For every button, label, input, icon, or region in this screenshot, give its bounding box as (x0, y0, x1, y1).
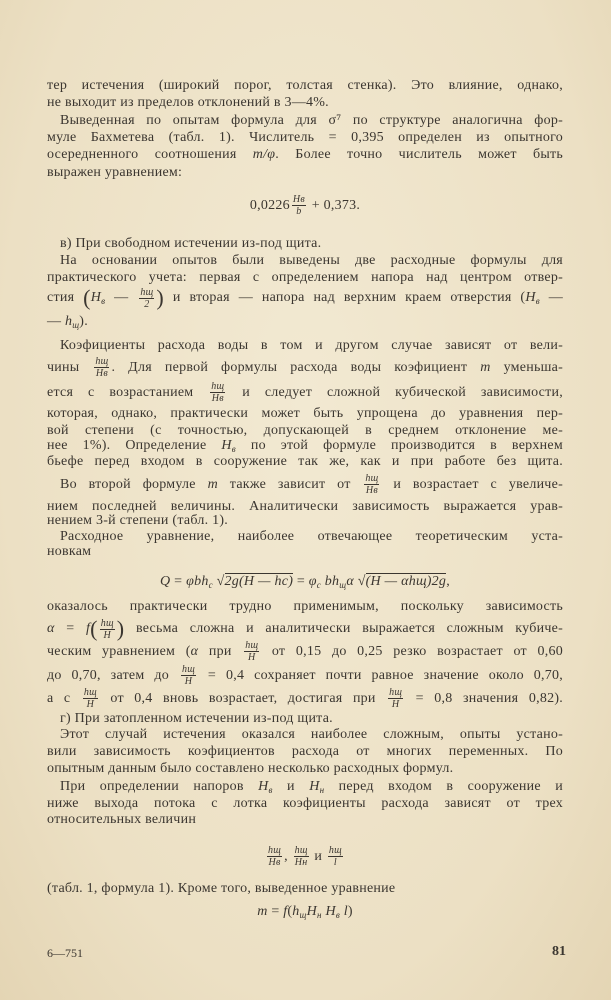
math-symbol: m/φ (252, 147, 276, 162)
math-subscript: щ (299, 910, 307, 920)
math-symbol: m (207, 477, 218, 492)
text-line (47, 164, 563, 182)
text-line (47, 129, 563, 147)
text-line (47, 844, 563, 870)
math-symbol: f (85, 621, 91, 637)
text-run: от 0,4 вновь возрастает, достигая при (99, 691, 387, 706)
text-run: = 0,8 значения 0,82). (405, 691, 563, 706)
math-radicand: 2g(H — hc) (224, 574, 294, 589)
math-subscript: c (316, 580, 322, 590)
text-run: перед входом в сооружение и (324, 779, 563, 794)
text-run: весьма сложна и аналитически выражается сложным кубиче- (124, 621, 563, 637)
text-run: чины (47, 360, 93, 375)
math-fraction (388, 687, 403, 710)
math-fraction (94, 356, 109, 379)
text-run: ниже выхода потока с лотка коэфициенты расхода зависят от трех (47, 796, 563, 811)
fraction-denominator: Hв (211, 393, 224, 405)
text-line (47, 146, 563, 164)
math-symbol: α (346, 574, 354, 589)
fraction-denominator: Hн (294, 857, 308, 869)
text-line (47, 453, 563, 471)
fraction-denominator: Hв (365, 485, 378, 497)
text-run: практического учета: первая с определением напора над центром отвер- (47, 270, 563, 285)
text-run: ). (79, 314, 88, 329)
math-fraction (364, 473, 379, 496)
math-symbol: α (47, 621, 55, 637)
text-run: Во второй формуле (60, 477, 208, 492)
text-line (47, 686, 563, 712)
math-symbol: h (292, 904, 300, 919)
math-symbol: l (343, 904, 348, 919)
text-run: + 0,373. (307, 198, 361, 213)
math-subscript: н (319, 785, 325, 795)
text-line (47, 743, 563, 761)
fraction-numerator: hщ (100, 617, 114, 629)
fraction-numerator: hщ (294, 845, 308, 857)
text-line (60, 726, 563, 744)
text-line (47, 380, 563, 406)
math-symbol: φbh (186, 574, 209, 589)
math-fraction (100, 618, 115, 641)
math-fraction (292, 194, 306, 217)
fraction-denominator: 2 (144, 298, 150, 310)
fraction-numerator: hщ (268, 845, 282, 857)
text-line (47, 811, 563, 829)
fraction-denominator: H (103, 629, 111, 641)
text-run: ется с возрастанием (47, 385, 209, 400)
text-run: — (539, 290, 564, 306)
text-line (47, 355, 563, 381)
math-fraction (210, 381, 225, 404)
text-run: , (446, 574, 450, 589)
text-run: Коэфициенты расхода воды в том и другом случае зависят от вели- (60, 338, 563, 353)
math-symbol: φ (308, 574, 317, 589)
fraction-numerator: hщ (245, 640, 259, 652)
math-paren: ( (83, 285, 91, 310)
text-line (47, 569, 563, 595)
printer-signature: 6—751 (47, 946, 83, 960)
fraction-denominator: b (296, 206, 302, 218)
text-run: тер истечения (широкий порог, толстая стенка). Это влияние, однако, (47, 78, 563, 93)
text-run: и возрастает с увеличе- (381, 477, 563, 492)
text-run: √ (212, 574, 225, 589)
math-symbol: m (257, 904, 268, 919)
text-run: по этой формуле производится в верхнем (235, 438, 563, 453)
text-run: и (310, 849, 326, 864)
fraction-numerator: Hв (292, 194, 305, 206)
math-subscript: щ (72, 320, 80, 330)
fraction-denominator: H (184, 676, 193, 688)
text-run: г) При затопленном истечении из-под щита. (60, 711, 333, 726)
math-symbol: Q (160, 574, 171, 589)
text-run: и следует сложной кубической зависимости, (227, 385, 563, 400)
fraction-numerator: hщ (95, 356, 109, 368)
text-run: 0,0226 (249, 198, 290, 213)
fraction-denominator: Hв (95, 368, 108, 380)
math-symbol: H (90, 290, 102, 306)
text-run: нее 1%). Определение (47, 438, 222, 453)
text-run: осередненного соотношения (47, 147, 253, 162)
math-symbol: f (283, 904, 288, 919)
math-subscript: c (208, 580, 213, 590)
text-run: — (105, 290, 138, 306)
text-run: = (293, 574, 309, 589)
text-run: которая, однако, практически может быть упрощена до уравнения пер- (47, 406, 563, 421)
math-subscript: в (268, 785, 273, 795)
text-run: , (284, 849, 292, 864)
text-run: до 0,70, затем до (47, 668, 179, 683)
text-line (60, 472, 563, 498)
text-run: ) (347, 904, 353, 919)
math-subscript: в (335, 910, 340, 920)
text-run: На основании опытов были выведены две расходные формулы для (60, 253, 563, 268)
text-run: . Для первой формулы расхода воды коэфициент (111, 360, 481, 375)
text-run: при (198, 644, 243, 659)
text-run: выражен уравнением: (47, 165, 183, 180)
math-paren: ) (116, 616, 125, 641)
math-fraction (83, 687, 98, 710)
text-line (47, 285, 563, 311)
text-run: Расходное уравнение, наиболее отвечающее теоретическим уста- (60, 529, 563, 544)
text-run: (табл. 1, формула 1). Кроме того, выведенное уравнение (47, 881, 396, 896)
text-line (47, 903, 563, 921)
text-run: и вторая — напора над верхним краем отверстия ( (163, 290, 526, 306)
text-run: муле Бахметева (табл. 1). Числитель = 0,395 определен из опытного (47, 130, 563, 145)
math-symbol: h (65, 314, 73, 329)
math-symbol: H (309, 779, 320, 794)
text-run: . Более точно числитель может быть (275, 147, 563, 162)
fraction-denominator: l (333, 857, 337, 869)
math-paren: ( (90, 616, 98, 641)
math-subscript: в (101, 296, 106, 307)
text-run: бьефе перед входом в сооружение так же, как и при работе без щита. (47, 454, 563, 469)
text-line (47, 94, 563, 112)
text-run: опытным данным было составлено несколько расходных формул. (47, 761, 454, 776)
text-run: стия (47, 290, 84, 306)
math-fraction (294, 845, 309, 868)
text-line (47, 598, 563, 616)
math-fraction (181, 664, 196, 687)
text-run: = (54, 621, 86, 637)
math-fraction (328, 845, 343, 868)
text-run: — (47, 314, 65, 329)
text-run: относительных величин (47, 812, 197, 827)
text-run: а с (47, 691, 81, 706)
text-line (47, 405, 563, 423)
text-run: ческим уравнением ( (47, 644, 191, 659)
text-line (60, 235, 563, 253)
fraction-numerator: hщ (328, 845, 342, 857)
text-run: Этот случай истечения оказался наиболее сложным, опыты устано- (60, 727, 563, 742)
math-symbol: H (221, 438, 232, 453)
fraction-denominator: Hв (268, 857, 281, 869)
text-line (47, 193, 563, 219)
text-run: уменьша- (490, 360, 564, 375)
text-line (60, 252, 563, 270)
text-run: вой степени (с точностью, допускающей в среднем отклонение ме- (47, 423, 563, 438)
text-run: от 0,15 до 0,25 резко возрастает от 0,60 (261, 644, 564, 659)
fraction-denominator: H (391, 699, 400, 711)
text-run: в) При свободном истечении из-под щита. (60, 236, 322, 251)
text-run: оказалось практически трудно применимым, поскольку зависимость (47, 599, 563, 614)
fraction-numerator: hщ (389, 687, 403, 699)
fraction-numerator: hщ (365, 473, 379, 485)
text-line (47, 313, 563, 331)
fraction-denominator: H (86, 699, 95, 711)
text-run: вили зависимость коэфициентов расхода от многих переменных. По (47, 744, 563, 759)
math-subscript: щ (339, 580, 347, 590)
math-fraction (267, 845, 282, 868)
math-symbol: m (480, 360, 491, 375)
text-run: ( (287, 904, 293, 919)
math-symbol: H (325, 904, 336, 919)
math-paren: ) (156, 285, 164, 310)
text-run: = (170, 574, 187, 589)
text-run: √ (353, 574, 366, 589)
text-run: также зависит от (217, 477, 363, 492)
math-radicand: (H — αhщ)2g (365, 574, 447, 589)
fraction-numerator: hщ (83, 687, 97, 699)
text-run: При определении напоров (60, 779, 259, 794)
math-symbol: H (306, 904, 317, 919)
math-symbol: bh (324, 574, 340, 589)
fraction-numerator: hщ (181, 664, 196, 676)
text-run: Выведенная по опытам формула для σ⁷ по структуре аналогична фор- (60, 113, 563, 128)
math-subscript: в (231, 444, 236, 454)
math-fraction (244, 640, 259, 663)
text-run: = (267, 904, 284, 919)
text-line (47, 543, 563, 561)
text-run: = 0,4 сохраняет почти равное значение около 0,70, (198, 668, 563, 683)
text-run: нием последней величины. Аналитически зависимость выражается урав- (47, 499, 563, 514)
fraction-numerator: hщ (140, 286, 154, 298)
text-line (47, 77, 563, 95)
text-run: не выходит из пределов отклонений в 3—4%. (47, 95, 329, 110)
fraction-numerator: hщ (211, 381, 225, 393)
text-line (60, 112, 563, 130)
text-line (60, 778, 563, 796)
math-symbol: α (190, 644, 199, 659)
text-run: нением 3-й степени (табл. 1). (47, 513, 228, 528)
fraction-denominator: H (247, 652, 256, 664)
text-run: новкам (47, 544, 92, 559)
text-run: и (272, 779, 310, 794)
math-subscript: в (535, 296, 540, 307)
math-subscript: н (316, 910, 322, 920)
page-number: 81 (552, 944, 566, 959)
text-line (47, 760, 563, 778)
text-line (47, 639, 563, 665)
math-symbol: H (258, 779, 269, 794)
math-symbol: H (525, 290, 536, 306)
text-line (60, 337, 563, 355)
math-fraction (139, 287, 154, 310)
text-line (47, 880, 563, 898)
